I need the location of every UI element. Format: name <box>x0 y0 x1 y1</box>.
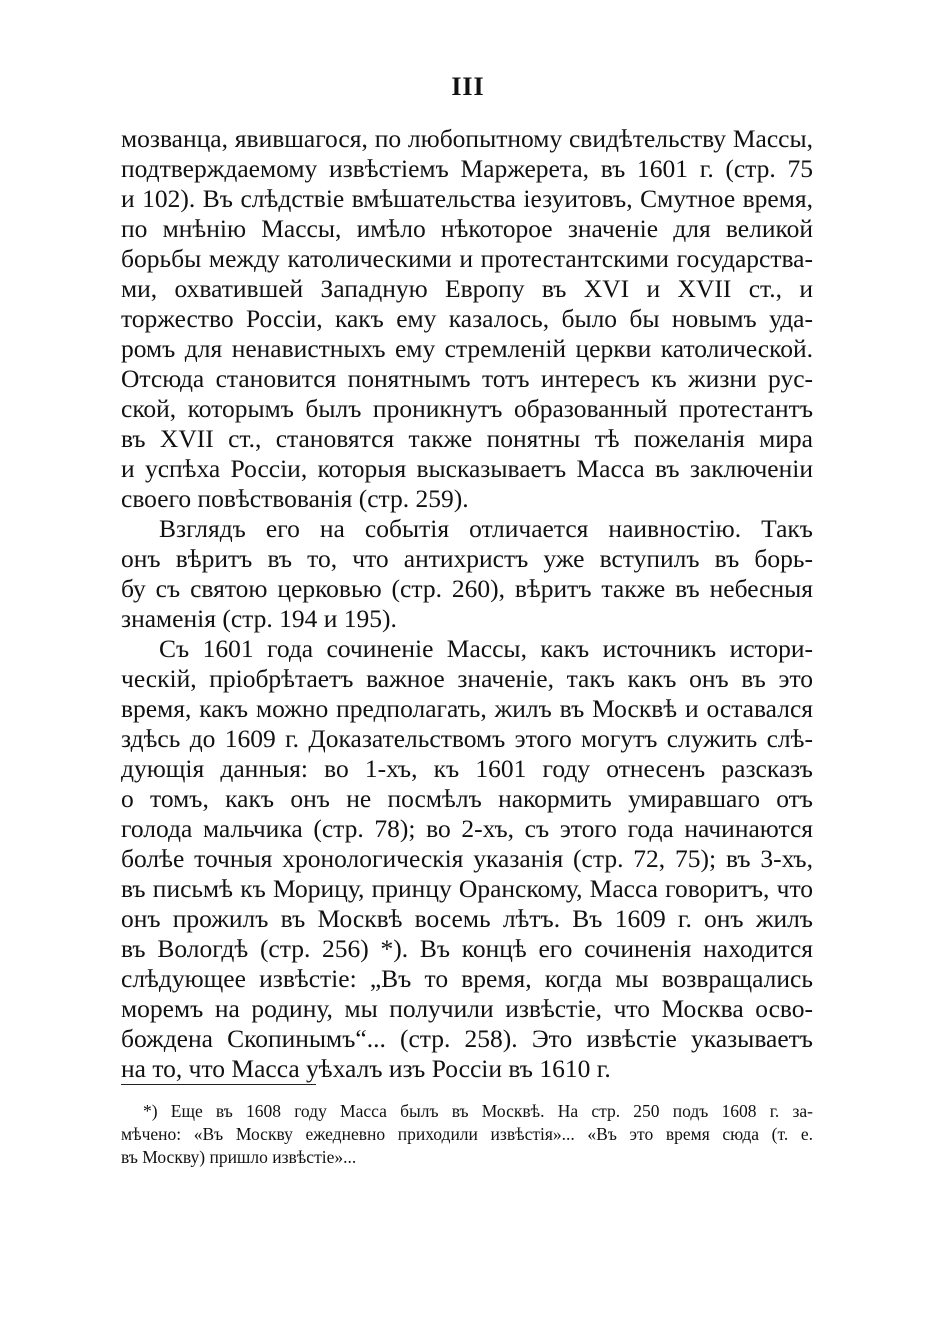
text-line: бождена Скопинымъ“... (стр. 258). Это извѣстіе указываетъ <box>121 1024 813 1053</box>
paragraph-2 <box>121 514 813 634</box>
text-line: Взглядъ его на событія отличается наивностію. Такъ <box>159 514 813 543</box>
text-line: время, какъ можно предполагать, жилъ въ Москвѣ и оставался <box>121 694 813 723</box>
text-line: и 102). Въ слѣдствіе вмѣшательства іезуитовъ, Смутное время, <box>121 184 813 213</box>
text-line: голода мальчика (стр. 78); во 2-хъ, съ этого года начинаются <box>121 814 813 843</box>
text-line: слѣдующее извѣстіе: „Въ то время, когда мы возвращались <box>121 964 813 993</box>
text-line: ми, охватившей Западную Европу въ XVI и XVII ст., и <box>121 274 813 303</box>
footnote-line: въ Москву) пришло извѣстіе»... <box>121 1147 357 1167</box>
text-line: о томъ, какъ онъ не посмѣлъ накормить умиравшаго отъ <box>121 784 813 813</box>
text-line: здѣсь до 1609 г. Доказательствомъ этого могутъ служить слѣ- <box>121 724 813 753</box>
text-line: моремъ на родину, мы получили извѣстіе, что Москва осво- <box>121 994 813 1023</box>
paragraph-1 <box>121 124 813 514</box>
text-line: въ XVII ст., становятся также понятны тѣ пожеланія мира <box>121 424 813 453</box>
text-line: знаменія (стр. 194 и 195). <box>121 604 397 633</box>
text-line: Съ 1601 года сочиненіе Массы, какъ источникъ истори- <box>159 634 813 663</box>
footnote-line: мѣчено: «Въ Москву ежедневно приходили извѣстія»... «Въ это время сюда (т. е. <box>121 1124 813 1144</box>
footnote-divider <box>121 1084 316 1085</box>
text-line: и успѣха Россіи, которыя высказываетъ Масса въ заключеніи <box>121 454 813 483</box>
footnote <box>121 1100 813 1169</box>
text-line: подтверждаемому извѣстіемъ Маржерета, въ 1601 г. (стр. 75 <box>121 154 813 183</box>
text-line: по мнѣнію Массы, имѣло нѣкоторое значеніе для великой <box>121 214 813 243</box>
text-line: онъ прожилъ въ Москвѣ восемь лѣтъ. Въ 1609 г. онъ жилъ <box>121 904 813 933</box>
text-line: болѣе точныя хронологическія указанія (стр. 72, 75); въ 3-хъ, <box>121 844 813 873</box>
text-line: Отсюда становится понятнымъ тотъ интересъ къ жизни рус- <box>121 364 813 393</box>
text-line: ческій, пріобрѣтаетъ важное значеніе, такъ какъ онъ въ это <box>121 664 813 693</box>
text-line: дующія данныя: во 1-хъ, къ 1601 году отнесенъ разсказъ <box>121 754 813 783</box>
text-line: ской, которымъ былъ проникнутъ образованный протестантъ <box>121 394 813 423</box>
paragraph-3 <box>121 634 813 1084</box>
text-line: онъ вѣритъ въ то, что антихристъ уже вступилъ въ борь- <box>121 544 813 573</box>
footnote-line: *) Еще въ 1608 году Масса былъ въ Москвѣ. На стр. 250 подъ 1608 г. за- <box>143 1101 813 1121</box>
text-line: ромъ для ненавистныхъ ему стремленій церкви католической. <box>121 334 813 363</box>
text-line: своего повѣствованія (стр. 259). <box>121 484 469 513</box>
text-line: торжество Россіи, какъ ему казалось, было бы новымъ уда- <box>121 304 813 333</box>
text-line: въ Вологдѣ (стр. 256) *). Въ концѣ его сочиненія находится <box>121 934 813 963</box>
text-line: мозванца, явившагося, по любопытному свидѣтельству Массы, <box>121 124 813 153</box>
page-number: III <box>451 72 485 101</box>
text-line: борьбы между католическими и протестантскими государства- <box>121 244 813 273</box>
text-line: на то, что Масса уѣхалъ изъ Россіи въ 1610 г. <box>121 1054 611 1083</box>
text-line: бу съ святою церковью (стр. 260), вѣритъ также въ небесныя <box>121 574 813 603</box>
text-line: въ письмѣ къ Морицу, принцу Оранскому, Масса говоритъ, что <box>121 874 813 903</box>
